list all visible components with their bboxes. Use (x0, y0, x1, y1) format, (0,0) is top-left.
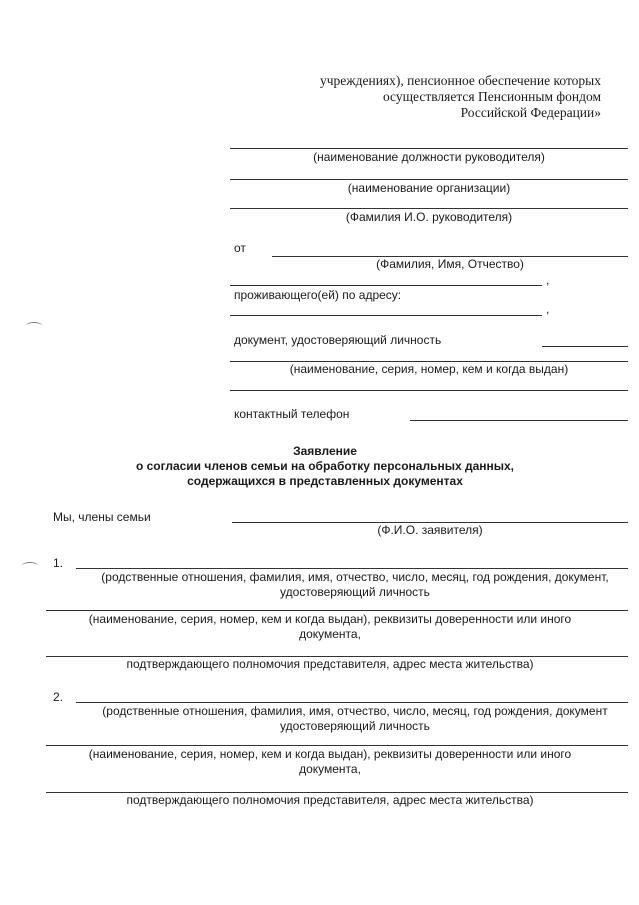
member-1-caption-b (80, 612, 580, 642)
from-label: от (234, 241, 246, 255)
member-1-caption-c: подтверждающего полномочия представителя, адрес места жительства) (126, 657, 534, 671)
header-note-line-1: учреждениях), пенсионное обеспечение которых (320, 73, 601, 88)
id-document-extra-line[interactable] (230, 390, 628, 391)
scan-mark-top (26, 322, 42, 329)
head-name-caption: (Фамилия И.О. руководителя) (345, 210, 513, 224)
member-2-caption-a (80, 704, 630, 734)
member-1-caption-b-line-1: (наименование, серия, номер, кем и когда выдан), реквизиты доверенности или иного (88, 612, 572, 626)
member-2-caption-b (80, 747, 580, 777)
member-2-caption-a-line-1: (родственные отношения, фамилия, имя, отчество, число, месяц, год рождения, документ (102, 704, 608, 718)
member-2-line-b[interactable] (46, 745, 628, 746)
member-1-caption-a-line-2: удостоверяющий личность (280, 585, 430, 599)
family-intro-label: Мы, члены семьи (53, 510, 151, 524)
header-note-line-3: Российской Федерации» (460, 105, 601, 120)
member-2-number: 2. (53, 690, 64, 704)
document-title-line-3: содержащихся в представленных документах (187, 474, 463, 488)
comma-1: , (546, 273, 550, 287)
id-document-caption: (наименование, серия, номер, кем и когда выдан) (289, 362, 569, 376)
scan-mark-bottom (22, 562, 38, 569)
member-1-caption-b-line-2: документа, (299, 627, 361, 641)
applicant-fio-caption: (Ф.И.О. заявителя) (377, 523, 483, 537)
document-title-line-2: о согласии членов семьи на обработку персональных данных, (135, 459, 515, 473)
address-line[interactable] (230, 315, 542, 316)
member-1-number: 1. (53, 556, 64, 570)
member-2-caption-c: подтверждающего полномочия представителя, адрес места жительства) (126, 793, 534, 807)
applicant-name-caption: (Фамилия, Имя, Отчество) (376, 257, 524, 271)
header-note-line-2: осуществляется Пенсионным фондом (382, 89, 601, 104)
organization-line[interactable] (230, 179, 628, 180)
member-1-line-b[interactable] (46, 610, 628, 611)
document-title-line-1: Заявление (293, 444, 357, 458)
document-title (60, 444, 590, 489)
member-2-caption-a-line-2: удостоверяющий личность (280, 719, 430, 733)
phone-label: контактный телефон (234, 407, 350, 421)
position-line[interactable] (230, 148, 628, 149)
applicant-name-line-2[interactable] (230, 285, 542, 286)
head-name-line[interactable] (230, 208, 628, 209)
member-2-caption-b-line-2: документа, (299, 762, 361, 776)
member-1-caption-a-line-1: (родственные отношения, фамилия, имя, отчество, число, месяц, год рождения, документ, (101, 570, 609, 584)
address-label: проживающего(ей) по адресу: (234, 288, 402, 302)
id-document-line[interactable] (542, 346, 628, 347)
member-1-line-a[interactable] (76, 568, 628, 569)
organization-caption: (наименование организации) (347, 181, 511, 195)
comma-2: , (546, 302, 550, 316)
member-2-line-a[interactable] (76, 702, 628, 703)
member-2-caption-b-line-1: (наименование, серия, номер, кем и когда выдан), реквизиты доверенности или иного (88, 747, 572, 761)
header-note (281, 73, 601, 121)
id-document-label: документ, удостоверяющий личность (234, 333, 442, 347)
phone-line[interactable] (410, 420, 628, 421)
member-1-caption-a (80, 570, 630, 600)
position-caption: (наименование должности руководителя) (313, 150, 545, 164)
